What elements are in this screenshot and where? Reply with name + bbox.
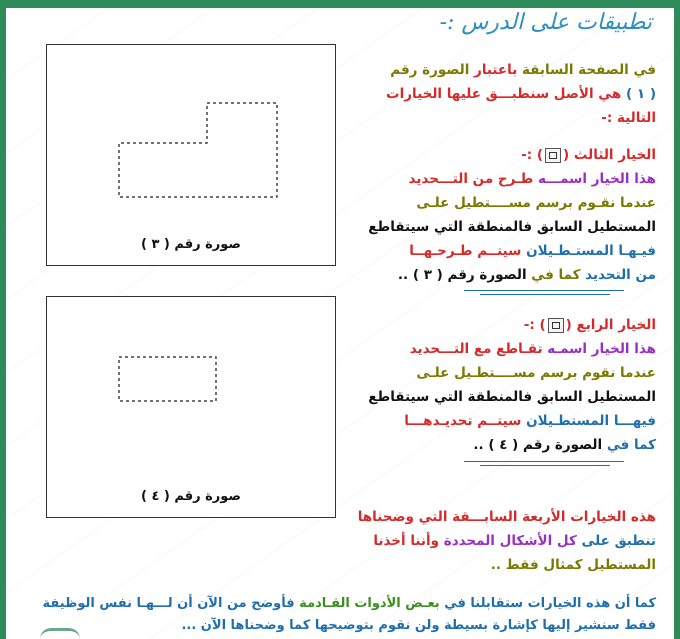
option4-title-a: الخيار الرابع ( (565, 317, 656, 333)
intro-text-2b: هي الأصل سنطبـــق عليها الخيارات (386, 86, 622, 102)
option3-line1b: طـرح من التـــحديد (408, 171, 534, 187)
closing-paragraph (26, 593, 656, 637)
intro-text-3: التالية :- (601, 110, 656, 126)
option4-line5b: الصورة رقم ( ٤ ) .. (473, 437, 603, 453)
option4-line1b: تقـاطع مع التـــحديد (409, 341, 543, 357)
divider (464, 290, 624, 291)
figure-4-drawing (47, 297, 337, 519)
option4-line4b: سيتــم تحديـدهـــا (404, 413, 522, 429)
intro-text-1c: الصورة رقم (390, 62, 470, 78)
option4-line1a: هذا الخيار اسمـه (542, 341, 656, 357)
closing-line1b: بعـض الأدوات القـادمة (294, 596, 440, 611)
option3-line1a: هذا الخيار اسمـــه (533, 171, 656, 187)
corner-decoration (40, 628, 80, 639)
option3-section (356, 143, 656, 287)
option3-title-b: ) :- (521, 147, 544, 163)
figure-4-caption: صورة رقم ( ٤ ) (141, 489, 241, 504)
option3-line5b: كما في (526, 267, 581, 283)
closing-line1c: فأوضح من الآن أن لـــهـا نفس الوظيفة (42, 596, 295, 611)
option3-line2: عندما نقـوم برسم مســــتطيل علـى (416, 195, 656, 211)
figure-3-drawing (47, 45, 337, 267)
intro-text-1a: في الصفحة السابقة (517, 62, 656, 78)
summary-line1: هذه الخيارات الأربعة السابـــقة التي وضحناها (357, 509, 656, 525)
option4-title-b: ) :- (523, 317, 546, 333)
page-heading: تطبيقات على الدرس :- (439, 10, 652, 35)
option3-line5a: من التحديد (580, 267, 656, 283)
divider (480, 294, 610, 295)
option3-line4a: فيـهـا المستـطـيلان (521, 243, 656, 259)
figure-3-caption: صورة رقم ( ٣ ) (141, 237, 241, 252)
option4-line2: عندما نقوم برسم مســــتطـيل علـى (416, 365, 656, 381)
option3-title-a: الخيار الثالث ( (563, 147, 656, 163)
divider (464, 461, 624, 462)
divider (480, 465, 610, 466)
summary-line2a: تنطبق على (576, 533, 656, 549)
subtraction-result-shape (119, 103, 277, 197)
summary-paragraph (356, 505, 656, 577)
intersection-result-shape (119, 357, 216, 401)
intro-text-1b: باعتبار (469, 62, 518, 78)
figure-4 (46, 296, 336, 518)
option4-section (356, 313, 656, 457)
intersect-icon (548, 318, 564, 333)
option4-line3: المستطيل السابق فالمنطقة التي سيتقاطع (368, 389, 656, 405)
summary-line2b: كل الأشكال المحددة (439, 533, 577, 549)
option4-line5a: كما في (602, 437, 656, 453)
summary-line3: المستطيل كمثال فقط .. (490, 557, 656, 573)
option4-line4a: فيهـــا المستطـيلان (521, 413, 656, 429)
option3-line4b: سيتــم طـرحـهــا (409, 243, 522, 259)
closing-line1a: كما أن هذه الخيارات ستقابلنا في (439, 596, 656, 611)
figure-3 (46, 44, 336, 266)
option3-line3: المستطيل السابق فالمنطقة التي سيتقاطع (368, 219, 656, 235)
intro-paragraph (356, 58, 656, 130)
closing-line2: فقط سنشير إليها كإشارة بسيطة ولن نقوم بتوضيحها كما وضحناها الآن ... (181, 618, 656, 633)
subtract-icon (545, 148, 561, 163)
top-bar (6, 0, 674, 8)
summary-line2c: وأننا أخذنا (373, 533, 440, 549)
option3-line5c: الصورة رقم ( ٣ ) .. (397, 267, 527, 283)
intro-text-2a: ( ١ ) (621, 86, 656, 102)
